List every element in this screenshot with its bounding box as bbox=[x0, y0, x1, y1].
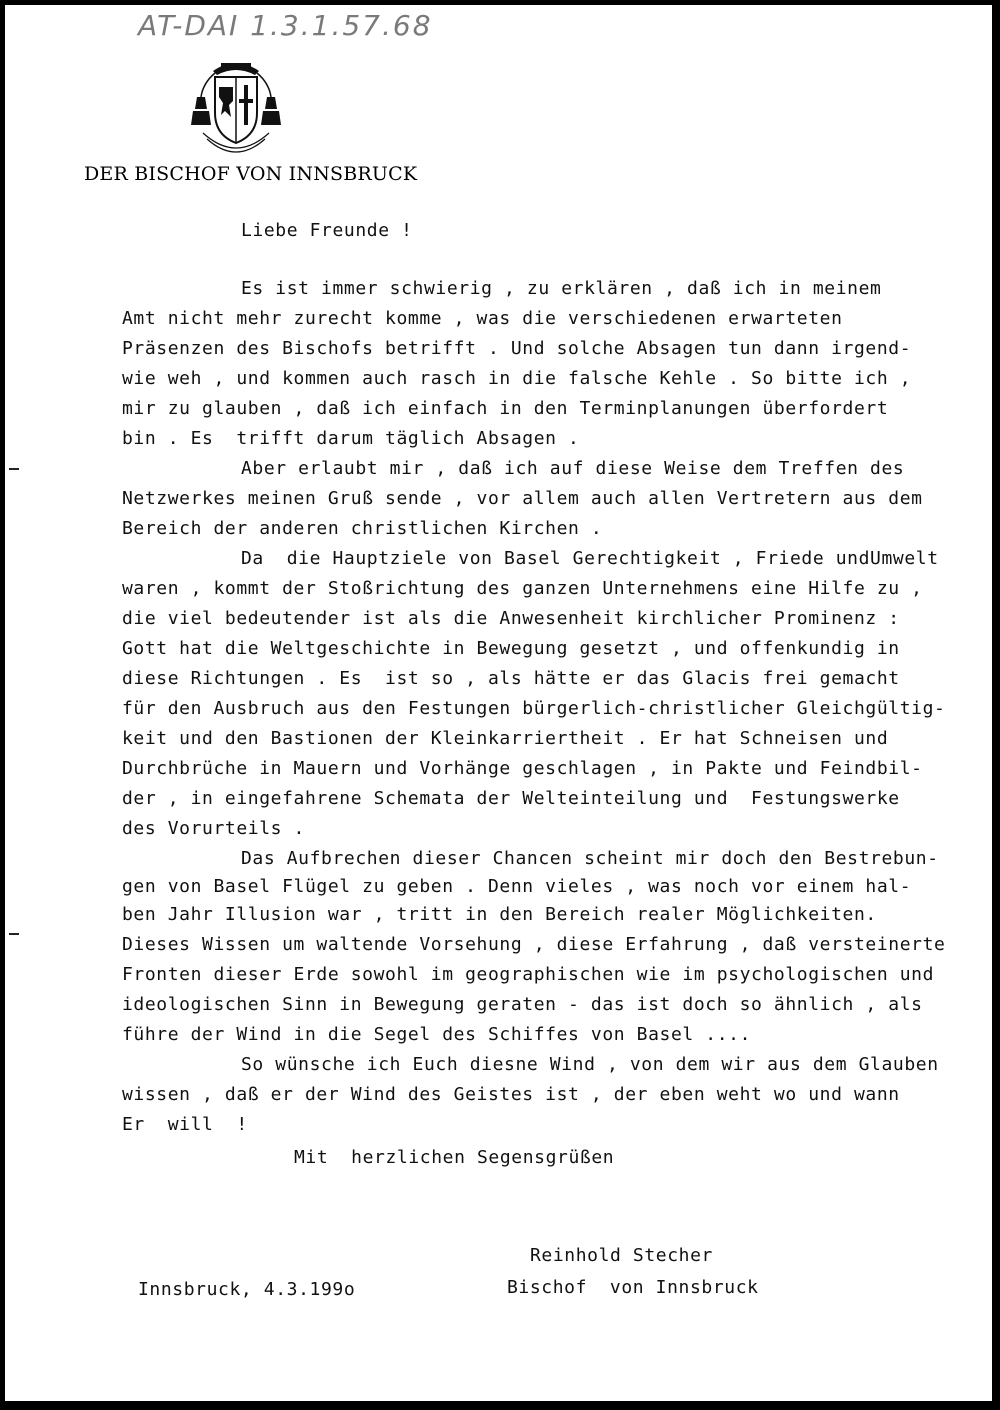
body-line: Durchbrüche in Mauern und Vorhänge geschlagen , in Pakte und Feindbil- bbox=[122, 758, 923, 779]
bishop-coat-of-arms-icon bbox=[185, 53, 287, 159]
body-line: Dieses Wissen um waltende Vorsehung , diese Erfahrung , daß versteinerte bbox=[122, 934, 946, 955]
body-line: ideologischen Sinn in Bewegung geraten - das ist doch so ähnlich , als bbox=[122, 994, 923, 1015]
body-line: keit und den Bastionen der Kleinkarriertheit . Er hat Schneisen und bbox=[122, 728, 889, 749]
place-date: Innsbruck, 4.3.199o bbox=[138, 1279, 356, 1300]
body-line: ben Jahr Illusion war , tritt in den Bereich realer Möglichkeiten. bbox=[122, 904, 877, 925]
closing: Mit herzlichen Segensgrüßen bbox=[294, 1147, 615, 1168]
archive-number: AT-DAI 1.3.1.57.68 bbox=[138, 9, 433, 42]
body-line: wie weh , und kommen auch rasch in die falsche Kehle . So bitte ich , bbox=[122, 368, 912, 389]
signature-title: Bischof von Innsbruck bbox=[507, 1277, 759, 1298]
body-line: Es ist immer schwierig , zu erklären , daß ich in meinem bbox=[241, 278, 882, 299]
fold-mark bbox=[9, 468, 19, 470]
salutation: Liebe Freunde ! bbox=[241, 220, 413, 241]
body-line: Er will ! bbox=[122, 1114, 248, 1135]
body-line: Aber erlaubt mir , daß ich auf diese Weise dem Treffen des bbox=[241, 458, 905, 479]
body-line: wissen , daß er der Wind des Geistes ist , der eben weht wo und wann bbox=[122, 1084, 900, 1105]
body-line: für den Ausbruch aus den Festungen bürgerlich-christlicher Gleichgültig- bbox=[122, 698, 946, 719]
body-line: mir zu glauben , daß ich einfach in den Terminplanungen überfordert bbox=[122, 398, 889, 419]
body-line: Fronten dieser Erde sowohl im geographischen wie im psychologischen und bbox=[122, 964, 935, 985]
body-line: So wünsche ich Euch diesne Wind , von dem wir aus dem Glauben bbox=[241, 1054, 939, 1075]
body-line: des Vorurteils . bbox=[122, 818, 305, 839]
body-line: diese Richtungen . Es ist so , als hätte er das Glacis frei gemacht bbox=[122, 668, 900, 689]
body-line: Amt nicht mehr zurecht komme , was die verschiedenen erwarteten bbox=[122, 308, 843, 329]
body-line: waren , kommt der Stoßrichtung des ganzen Unternehmens eine Hilfe zu , bbox=[122, 578, 923, 599]
signature-name: Reinhold Stecher bbox=[530, 1245, 713, 1266]
body-line: Bereich der anderen christlichen Kirchen . bbox=[122, 518, 603, 539]
body-line: gen von Basel Flügel zu geben . Denn vieles , was noch vor einem hal- bbox=[122, 876, 912, 897]
body-line: Gott hat die Weltgeschichte in Bewegung gesetzt , und offenkundig in bbox=[122, 638, 900, 659]
body-line: Netzwerkes meinen Gruß sende , vor allem auch allen Vertretern aus dem bbox=[122, 488, 923, 509]
body-line: führe der Wind in die Segel des Schiffes von Basel .... bbox=[122, 1024, 752, 1045]
body-line: der , in eingefahrene Schemata der Welteinteilung und Festungswerke bbox=[122, 788, 900, 809]
body-line: Das Aufbrechen dieser Chancen scheint mir doch den Bestrebun- bbox=[241, 848, 939, 869]
body-line: die viel bedeutender ist als die Anwesenheit kirchlicher Prominenz : bbox=[122, 608, 900, 629]
body-line: Präsenzen des Bischofs betrifft . Und solche Absagen tun dann irgend- bbox=[122, 338, 912, 359]
body-line: bin . Es trifft darum täglich Absagen . bbox=[122, 428, 580, 449]
body-line: Da die Hauptziele von Basel Gerechtigkeit , Friede undUmwelt bbox=[241, 548, 939, 569]
fold-mark bbox=[9, 933, 19, 935]
organization-name: DER BISCHOF VON INNSBRUCK bbox=[84, 163, 418, 185]
letter-page bbox=[5, 5, 992, 1401]
